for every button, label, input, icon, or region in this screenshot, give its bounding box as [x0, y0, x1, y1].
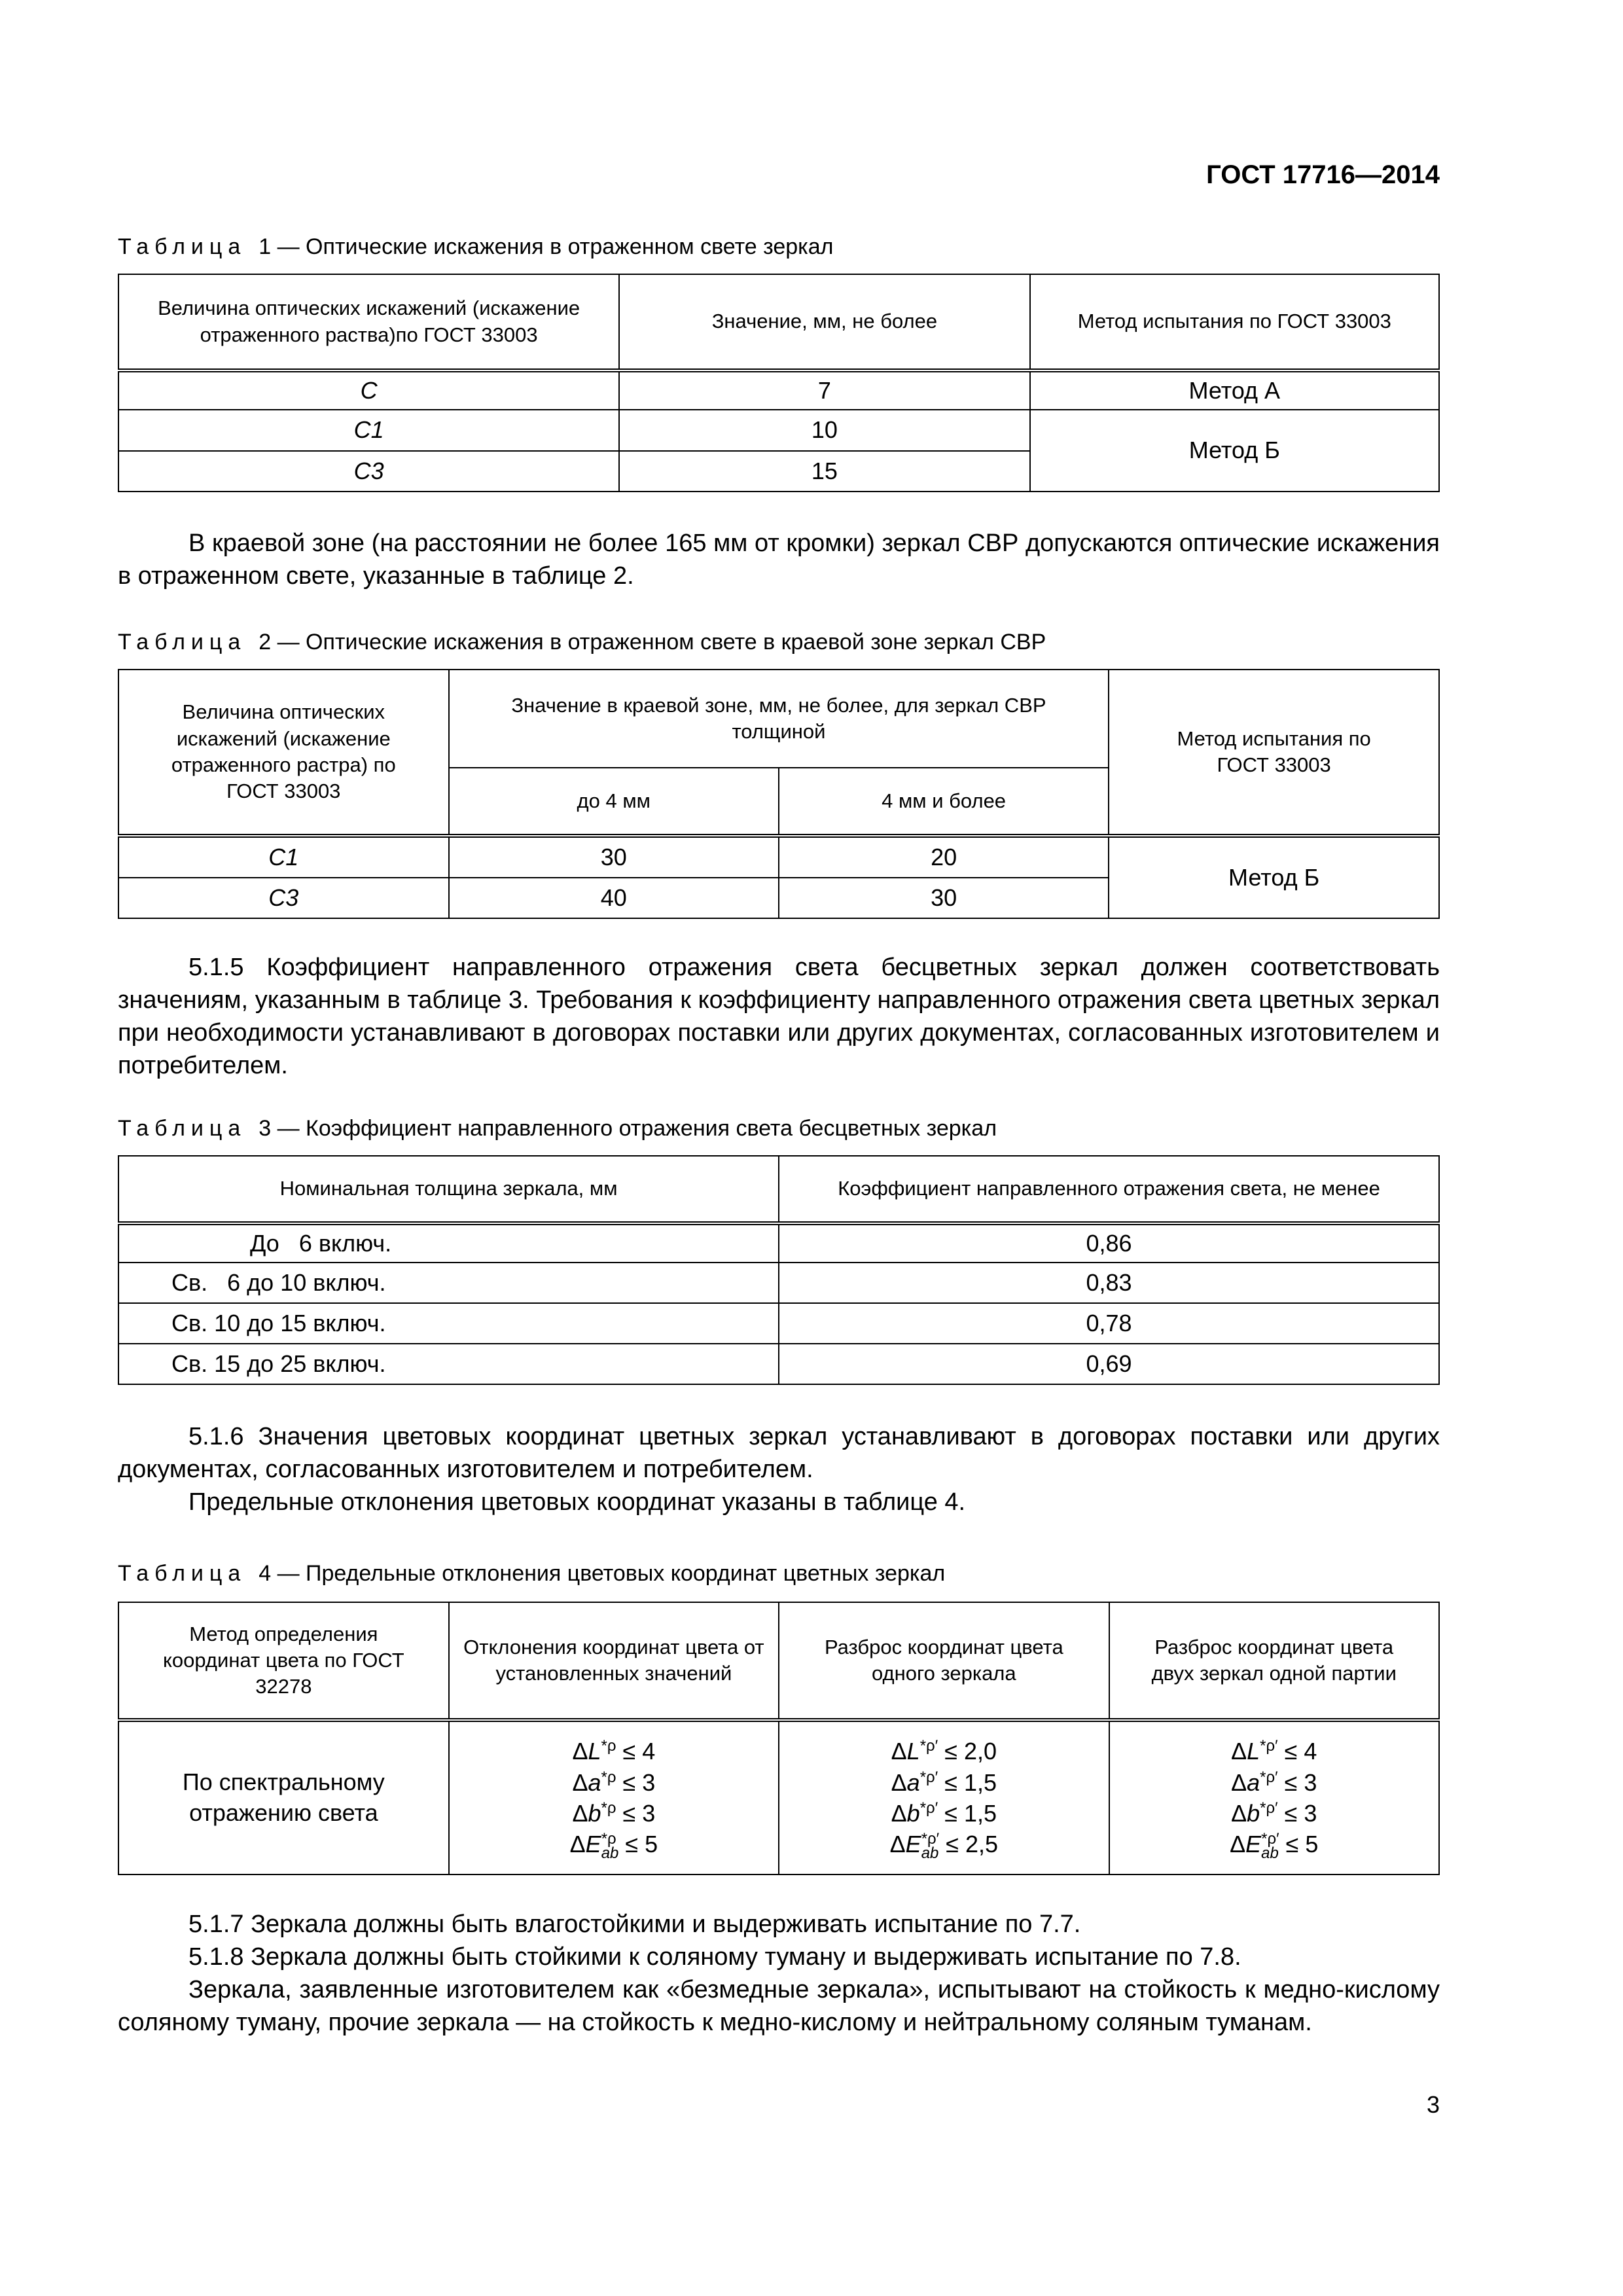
table4-caption-text: — Предельные отклонения цветовых координат цветных зеркал [277, 1561, 946, 1586]
table2-method: Метод Б [1109, 836, 1439, 918]
paragraph-text: Зеркала, заявленные изготовителем как «безмедные зеркала», испытывают на стойкость к медно-кислому соляному туману, прочие зеркала — на стойкость к медно-кислому и нейтральному соляным туманам. [118, 1976, 1440, 2036]
paragraph-5-1-5 [118, 951, 1440, 1082]
table1-caption-num: 1 [259, 234, 272, 259]
table1-method: Метод А [1030, 370, 1439, 410]
formula-line: $\Delta L^{*\rho'} \le 4$ [1231, 1736, 1317, 1765]
table2-value2: 30 [779, 878, 1109, 918]
table3-thickness: Св. 6 до 10 включ. [118, 1263, 779, 1303]
table2-caption-num: 2 [259, 630, 272, 655]
table2-header-method: Метод испытания по ГОСТ 33003 [1109, 670, 1439, 836]
table3-thickness: Св. 10 до 15 включ. [118, 1303, 779, 1344]
table4-caption-num: 4 [259, 1561, 272, 1586]
table2-header-row [118, 670, 1439, 768]
table2-header-param: Величина оптических искажений (искажение отраженного растра) по ГОСТ 33003 [118, 670, 449, 836]
table4-header-method: Метод определения координат цвета по ГОСТ 32278 [118, 1602, 449, 1720]
formula-line: $\Delta a^{*\rho'} \le 3$ [1231, 1768, 1317, 1796]
table2-caption-text: — Оптические искажения в отраженном свете в краевой зоне зеркал СВР [277, 630, 1046, 655]
formula-line: $\Delta b^{*\rho'} \le 3$ [1231, 1799, 1317, 1827]
formula-line: ΔE *ρ′ ab ≤ 2,5 [889, 1830, 998, 1862]
table4-spread-one-formulas [779, 1720, 1109, 1874]
formula-line: $\Delta a^{*\rho} \le 3$ [572, 1768, 656, 1796]
paragraph-text: В краевой зоне (на расстоянии не более 165 мм от кромки) зеркал СВР допускаются оптические искажения в отраженном свете, указанные в таблице 2. [118, 529, 1440, 590]
table1-caption-prefix: Таблица [118, 234, 247, 259]
table1-header-row [118, 274, 1439, 370]
table-3 [118, 1155, 1440, 1385]
table-row [118, 1344, 1439, 1384]
table3-coefficient: 0,78 [779, 1303, 1439, 1344]
paragraph-text: 5.1.6 Значения цветовых координат цветных зеркал устанавливают в договорах поставки или других документах, согласованных изготовителем и потребителем. [118, 1423, 1440, 1483]
table-2 [118, 669, 1440, 919]
table3-thickness: До 6 включ. [118, 1223, 779, 1263]
table4-caption [118, 1561, 945, 1587]
table1-param: C1 [118, 410, 619, 451]
table1-value: 15 [619, 451, 1029, 492]
table-row [118, 1303, 1439, 1344]
paragraph-text: 5.1.5 Коэффициент направленного отражения света бесцветных зеркал должен соответствовать значениям, указанным в таблице 3. Требования к коэффициенту направленного отражения света цветных зеркал при необходимости устанавливают в договорах поставки или других документах, согласованных изготовителем и потребителем. [118, 954, 1440, 1079]
table4-header-deviation: Отклонения координат цвета от установленных значений [449, 1602, 779, 1720]
table1-param: C [118, 370, 619, 410]
table2-value1: 30 [449, 836, 779, 878]
formula-line: $\Delta b^{*\rho'} \le 1,5$ [891, 1799, 997, 1827]
table3-coefficient: 0,83 [779, 1263, 1439, 1303]
formula-line: $\Delta a^{*\rho'} \le 1,5$ [891, 1768, 997, 1796]
paragraph-5-1-6 [118, 1420, 1440, 1518]
table4-spread-two-formulas [1109, 1720, 1439, 1874]
table1-method: Метод Б [1030, 410, 1439, 492]
table3-caption [118, 1116, 997, 1141]
formula-line: ΔE *ρ ab ≤ 5 [569, 1830, 658, 1862]
table-1 [118, 274, 1440, 492]
table4-header-spread-one: Разброс координат цвета одного зеркала [779, 1602, 1109, 1720]
table-row [118, 1223, 1439, 1263]
paragraph-edge-zone [118, 527, 1440, 592]
table-row [118, 836, 1439, 878]
formula-line: $\Delta L^{*\rho'} \le 2,0$ [891, 1736, 997, 1765]
table1-header-method: Метод испытания по ГОСТ 33003 [1030, 274, 1439, 370]
formula-line: $\Delta L^{*\rho} \le 4$ [572, 1736, 656, 1765]
table3-coefficient: 0,69 [779, 1344, 1439, 1384]
table1-caption [118, 234, 834, 260]
table4-caption-prefix: Таблица [118, 1561, 247, 1586]
table1-value: 10 [619, 410, 1029, 451]
table2-caption [118, 630, 1046, 655]
document-id: ГОСТ 17716—2014 [1206, 160, 1440, 189]
table2-value2: 20 [779, 836, 1109, 878]
table2-header-sub1: до 4 мм [449, 768, 779, 836]
table4-header-spread-two: Разброс координат цвета двух зеркал одной партии [1109, 1602, 1439, 1720]
table4-deviation-formulas [449, 1720, 779, 1874]
table1-param: C3 [118, 451, 619, 492]
table-row [118, 410, 1439, 451]
table3-caption-prefix: Таблица [118, 1116, 247, 1141]
table-row [118, 1720, 1439, 1874]
table2-header-sub2: 4 мм и более [779, 768, 1109, 836]
table-4 [118, 1602, 1440, 1875]
paragraph-5-1-7-5-1-8 [118, 1908, 1440, 2039]
table4-method: По спектральному отражению света [118, 1720, 449, 1874]
page-number: 3 [1426, 2091, 1440, 2118]
table2-value1: 40 [449, 878, 779, 918]
table-row [118, 370, 1439, 410]
formula-line: $\Delta b^{*\rho} \le 3$ [572, 1799, 656, 1827]
table1-value: 7 [619, 370, 1029, 410]
table3-caption-num: 3 [259, 1116, 272, 1141]
table3-header-row [118, 1156, 1439, 1223]
table-row [118, 1263, 1439, 1303]
table2-header-group: Значение в краевой зоне, мм, не более, для зеркал СВР толщиной [449, 670, 1109, 768]
table1-header-param: Величина оптических искажений (искажение отраженного раства)по ГОСТ 33003 [118, 274, 619, 370]
table3-thickness: Св. 15 до 25 включ. [118, 1344, 779, 1384]
table3-caption-text: — Коэффициент направленного отражения света бесцветных зеркал [277, 1116, 997, 1141]
table4-header-row [118, 1602, 1439, 1720]
table1-caption-text: — Оптические искажения в отраженном свете зеркал [277, 234, 834, 259]
table2-param: C3 [118, 878, 449, 918]
table1-header-value: Значение, мм, не более [619, 274, 1029, 370]
paragraph-text: 5.1.7 Зеркала должны быть влагостойкими и выдерживать испытание по 7.7. [188, 1910, 1081, 1938]
table2-param: C1 [118, 836, 449, 878]
table3-coefficient: 0,86 [779, 1223, 1439, 1263]
table3-header-thickness: Номинальная толщина зеркала, мм [118, 1156, 779, 1223]
table3-header-coefficient: Коэффициент направленного отражения света, не менее [779, 1156, 1439, 1223]
formula-line: ΔE *ρ′ ab ≤ 5 [1230, 1830, 1319, 1862]
table2-caption-prefix: Таблица [118, 630, 247, 655]
paragraph-text: Предельные отклонения цветовых координат указаны в таблице 4. [188, 1488, 966, 1516]
paragraph-text: 5.1.8 Зеркала должны быть стойкими к соляному туману и выдерживать испытание по 7.8. [188, 1943, 1241, 1971]
